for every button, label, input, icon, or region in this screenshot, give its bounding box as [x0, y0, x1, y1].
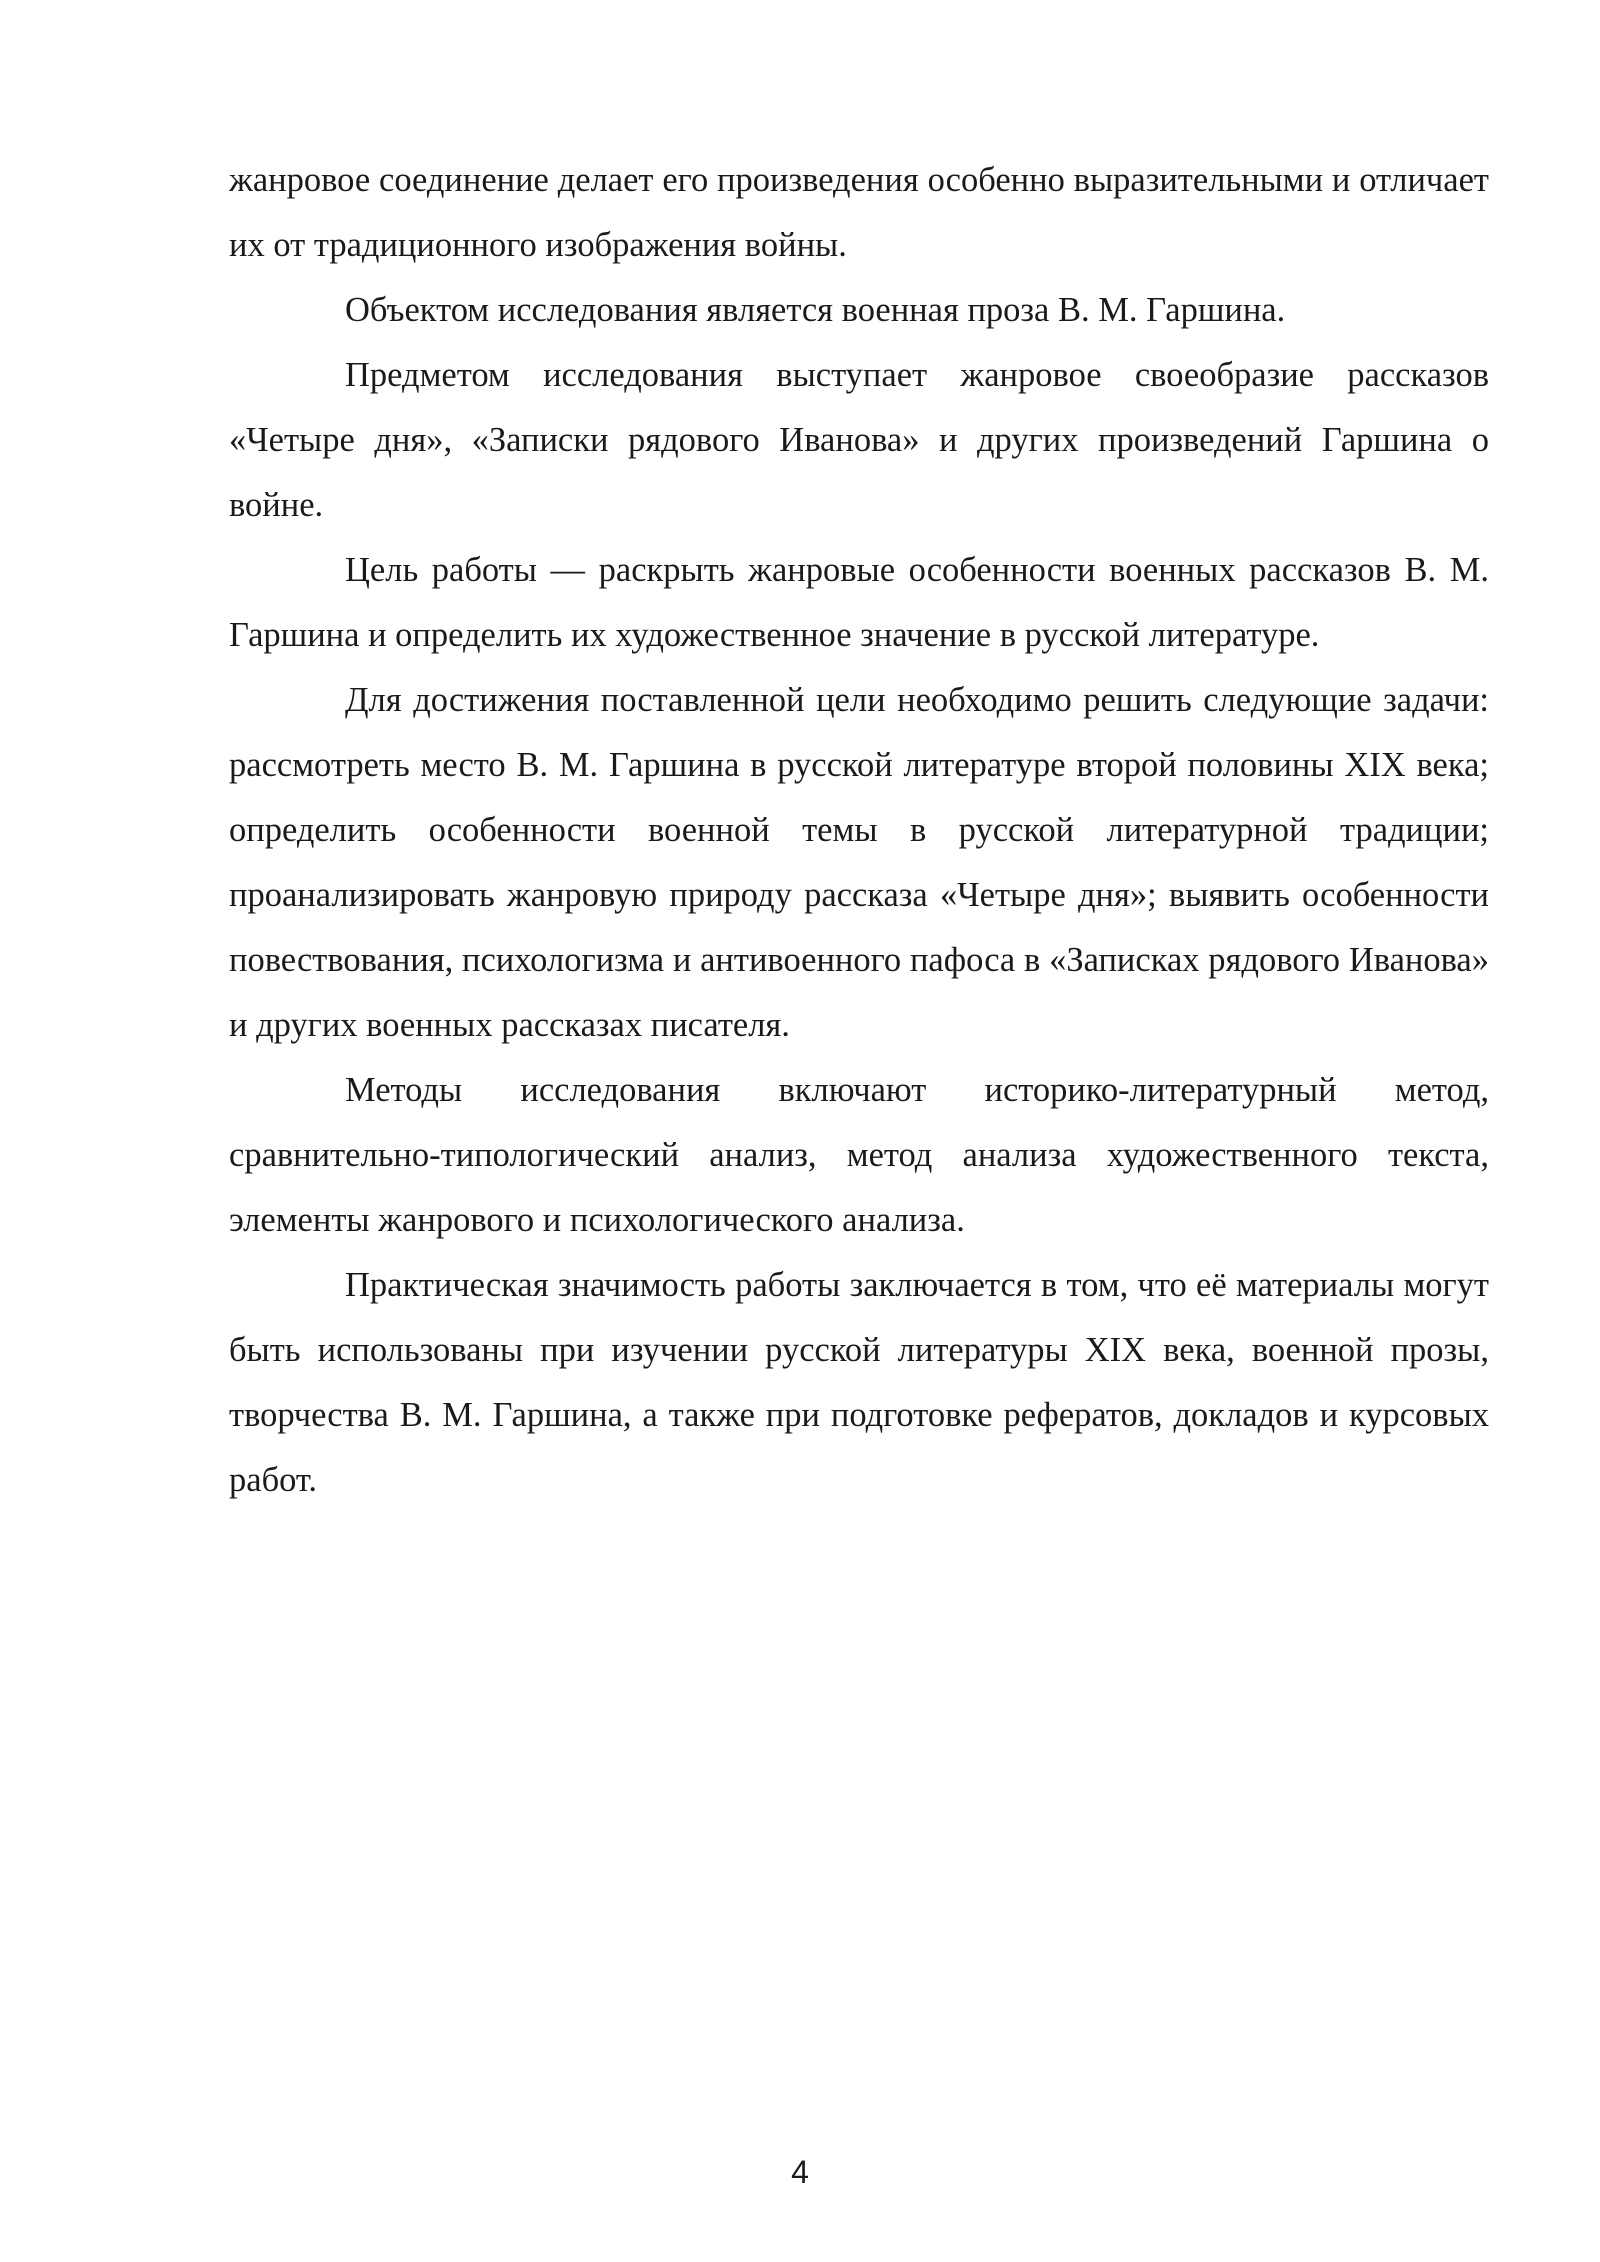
paragraph-significance: Практическая значимость работы заключается в том, что её материалы могут быть использованы при изучении русской литературы XIX века, военной прозы, творчества В. М. Гаршина, а также при подготовке рефератов, докладов и курсовых работ. [229, 1266, 1489, 1499]
paragraph-tasks: Для достижения поставленной цели необходимо решить следующие задачи: рассмотреть место В. М. Гаршина в русской литературе второй половины XIX века; определить особенности военной темы в русской литературной традиции; проанализировать жанровую природу рассказа «Четыре дня»; выявить особенности повествования, психологизма и антивоенного пафоса в «Записках рядового Иванова» и других военных рассказах писателя. [229, 681, 1489, 1044]
paragraph-subject: Предметом исследования выступает жанровое своеобразие рассказов «Четыре дня», «Записки рядового Иванова» и других произведений Гаршина о войне. [229, 356, 1489, 524]
paragraph-continuation: жанровое соединение делает его произведения особенно выразительными и отличает их от традиционного изображения войны. [229, 161, 1489, 264]
paragraph-object: Объектом исследования является военная проза В. М. Гаршина. [345, 291, 1286, 329]
body-text [229, 148, 1489, 1513]
paragraph-methods: Методы исследования включают историко-литературный метод, сравнительно-типологический анализ, метод анализа художественного текста, элементы жанрового и психологического анализа. [229, 1071, 1489, 1239]
page-number: 4 [791, 2154, 809, 2190]
paragraph-goal: Цель работы — раскрыть жанровые особенности военных рассказов В. М. Гаршина и определить их художественное значение в русской литературе. [229, 551, 1489, 654]
